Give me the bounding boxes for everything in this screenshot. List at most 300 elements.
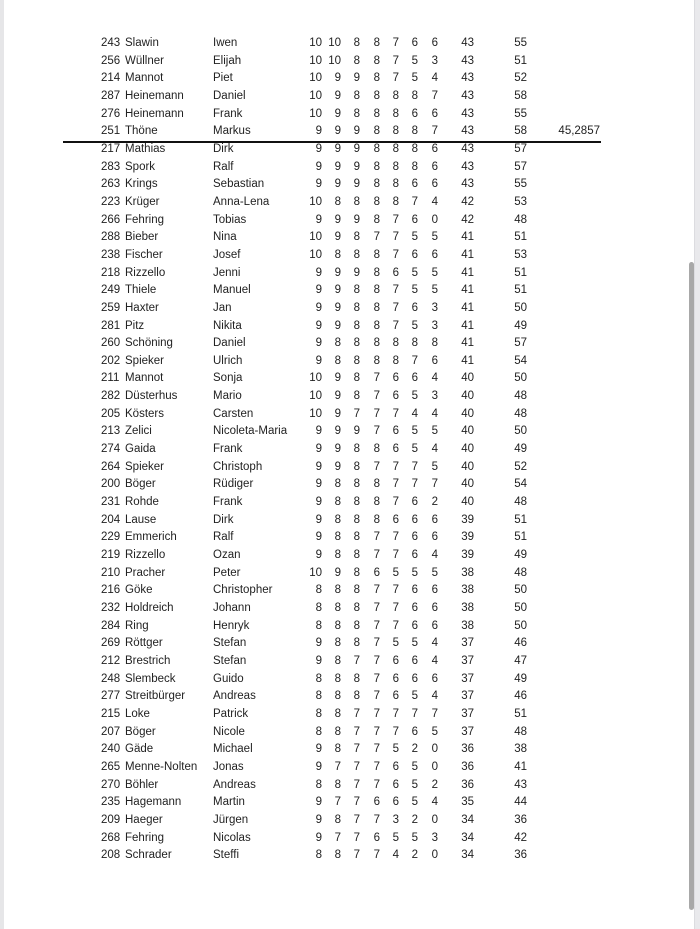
score-2: 9 — [334, 213, 341, 226]
participant-number: 200 — [101, 478, 121, 491]
score-5: 6 — [392, 672, 399, 685]
score-4: 7 — [373, 813, 380, 826]
first-name: Frank — [213, 107, 243, 120]
score-1: 8 — [315, 672, 322, 685]
score-2: 8 — [334, 672, 341, 685]
score-6: 6 — [411, 584, 418, 597]
score-7: 4 — [431, 407, 438, 420]
score-6: 6 — [411, 496, 418, 509]
score-6: 7 — [411, 460, 418, 473]
score-7: 6 — [431, 160, 438, 173]
score-3: 9 — [353, 178, 360, 191]
score-6: 7 — [411, 707, 418, 720]
score-7: 5 — [431, 266, 438, 279]
score-7: 7 — [431, 89, 438, 102]
participant-number: 219 — [101, 549, 121, 562]
score-7: 7 — [431, 478, 438, 491]
score-total: 36 — [514, 849, 527, 862]
table-row — [0, 353, 700, 371]
first-name: Frank — [213, 443, 243, 456]
score-6: 5 — [411, 284, 418, 297]
score-3: 8 — [353, 584, 360, 597]
table-row — [0, 53, 700, 71]
score-5: 7 — [392, 478, 399, 491]
score-6: 8 — [411, 89, 418, 102]
score-2: 10 — [328, 37, 341, 49]
score-total: 50 — [514, 425, 527, 438]
score-total: 50 — [514, 584, 527, 597]
score-4: 6 — [373, 796, 380, 809]
score-sum: 37 — [461, 672, 474, 685]
score-6: 5 — [411, 760, 418, 773]
score-total: 52 — [514, 460, 527, 473]
table-row — [0, 512, 700, 530]
score-6: 5 — [411, 690, 418, 703]
score-7: 7 — [431, 707, 438, 720]
score-4: 7 — [373, 760, 380, 773]
score-7: 5 — [431, 284, 438, 297]
score-2: 8 — [334, 248, 341, 261]
score-sum: 42 — [461, 195, 474, 208]
score-4: 7 — [373, 584, 380, 597]
table-row — [0, 724, 700, 742]
score-2: 8 — [334, 637, 341, 650]
score-7: 6 — [431, 248, 438, 261]
first-name: Nikita — [213, 319, 242, 332]
score-7: 5 — [431, 425, 438, 438]
table-row — [0, 106, 700, 124]
score-5: 7 — [392, 725, 399, 738]
table-row — [0, 212, 700, 230]
last-name: Röttger — [125, 637, 163, 650]
score-5: 8 — [392, 354, 399, 367]
score-2: 8 — [334, 849, 341, 862]
first-name: Mario — [213, 390, 242, 403]
first-name: Sebastian — [213, 178, 265, 191]
score-6: 8 — [411, 160, 418, 173]
score-4: 8 — [373, 160, 380, 173]
score-2: 8 — [334, 725, 341, 738]
score-sum: 40 — [461, 372, 474, 385]
score-7: 3 — [431, 319, 438, 332]
score-2: 7 — [334, 831, 341, 844]
score-4: 8 — [373, 178, 380, 191]
score-2: 9 — [334, 460, 341, 473]
score-sum: 40 — [461, 460, 474, 473]
score-2: 8 — [334, 195, 341, 208]
participant-number: 212 — [101, 654, 121, 667]
score-1: 9 — [315, 496, 322, 509]
score-2: 8 — [334, 496, 341, 509]
score-total: 55 — [514, 178, 527, 191]
score-3: 8 — [353, 619, 360, 632]
score-3: 7 — [353, 796, 360, 809]
last-name: Zelici — [125, 425, 152, 438]
score-4: 8 — [373, 354, 380, 367]
table-row — [0, 300, 700, 318]
score-6: 5 — [411, 390, 418, 403]
score-total: 58 — [514, 89, 527, 102]
score-7: 3 — [431, 301, 438, 314]
table-row — [0, 335, 700, 353]
score-1: 10 — [309, 37, 322, 49]
score-sum: 43 — [461, 72, 474, 85]
participant-number: 238 — [101, 248, 121, 261]
score-total: 43 — [514, 778, 527, 791]
score-sum: 38 — [461, 584, 474, 597]
score-2: 9 — [334, 89, 341, 102]
score-1: 9 — [315, 425, 322, 438]
score-2: 9 — [334, 372, 341, 385]
score-7: 8 — [431, 337, 438, 350]
last-name: Gäde — [125, 743, 154, 756]
participant-number: 259 — [101, 301, 121, 314]
first-name: Patrick — [213, 707, 249, 720]
score-3: 7 — [353, 407, 360, 420]
participant-number: 264 — [101, 460, 121, 473]
score-sum: 41 — [461, 319, 474, 332]
last-name: Loke — [125, 707, 150, 720]
score-2: 9 — [334, 443, 341, 456]
score-6: 5 — [411, 831, 418, 844]
score-4: 7 — [373, 778, 380, 791]
score-sum: 41 — [461, 354, 474, 367]
score-sum: 35 — [461, 796, 474, 809]
score-4: 7 — [373, 654, 380, 667]
table-row — [0, 565, 700, 583]
score-2: 9 — [334, 72, 341, 85]
table-row — [0, 794, 700, 812]
first-name: Stefan — [213, 637, 247, 650]
participant-number: 216 — [101, 584, 121, 597]
score-7: 6 — [431, 37, 438, 49]
score-3: 9 — [353, 72, 360, 85]
score-total: 41 — [514, 760, 527, 773]
score-7: 4 — [431, 654, 438, 667]
score-sum: 43 — [461, 54, 474, 67]
score-6: 6 — [411, 602, 418, 614]
table-row — [0, 582, 700, 600]
score-1: 9 — [315, 160, 322, 173]
table-row — [0, 459, 700, 477]
last-name: Kösters — [125, 407, 164, 420]
average-value: 45,2857 — [558, 125, 600, 138]
last-name: Rohde — [125, 496, 159, 509]
table-row — [0, 194, 700, 212]
score-4: 8 — [373, 266, 380, 279]
last-name: Heinemann — [125, 89, 184, 102]
participant-number: 235 — [101, 796, 121, 809]
score-4: 8 — [373, 248, 380, 261]
score-4: 8 — [373, 125, 380, 138]
score-7: 5 — [431, 231, 438, 244]
score-2: 9 — [334, 390, 341, 403]
last-name: Krüger — [125, 195, 160, 208]
score-total: 52 — [514, 72, 527, 85]
score-1: 9 — [315, 743, 322, 756]
score-5: 7 — [392, 54, 399, 67]
score-total: 50 — [514, 602, 527, 614]
score-3: 7 — [353, 654, 360, 667]
score-3: 8 — [353, 531, 360, 544]
score-6: 6 — [411, 37, 418, 49]
score-5: 7 — [392, 602, 399, 614]
score-4: 8 — [373, 107, 380, 120]
score-3: 8 — [353, 231, 360, 244]
score-7: 3 — [431, 54, 438, 67]
first-name: Ralf — [213, 531, 234, 544]
score-total: 55 — [514, 107, 527, 120]
participant-number: 274 — [101, 443, 121, 456]
score-sum: 34 — [461, 831, 474, 844]
score-2: 8 — [334, 654, 341, 667]
last-name: Holdreich — [125, 602, 174, 614]
score-5: 7 — [392, 319, 399, 332]
score-7: 6 — [431, 513, 438, 526]
last-name: Hagemann — [125, 796, 182, 809]
score-7: 2 — [431, 496, 438, 509]
score-4: 7 — [373, 390, 380, 403]
score-7: 4 — [431, 796, 438, 809]
table-row — [0, 123, 700, 141]
score-6: 6 — [411, 178, 418, 191]
last-name: Spieker — [125, 460, 164, 473]
table-row — [0, 159, 700, 177]
table-row — [0, 370, 700, 388]
first-name: Nicole — [213, 725, 245, 738]
first-name: Markus — [213, 125, 251, 138]
score-4: 7 — [373, 231, 380, 244]
first-name: Guido — [213, 672, 244, 685]
score-6: 5 — [411, 796, 418, 809]
score-sum: 36 — [461, 760, 474, 773]
score-7: 0 — [431, 849, 438, 862]
score-1: 9 — [315, 125, 322, 138]
last-name: Heinemann — [125, 107, 184, 120]
score-sum: 37 — [461, 690, 474, 703]
score-1: 9 — [315, 478, 322, 491]
table-row — [0, 671, 700, 689]
score-sum: 40 — [461, 425, 474, 438]
score-sum: 41 — [461, 231, 474, 244]
score-sum: 39 — [461, 549, 474, 562]
participant-number: 232 — [101, 602, 121, 614]
score-2: 8 — [334, 813, 341, 826]
score-3: 7 — [353, 831, 360, 844]
table-row — [0, 494, 700, 512]
score-sum: 38 — [461, 566, 474, 579]
first-name: Tobias — [213, 213, 247, 226]
table-row — [0, 406, 700, 424]
participant-number: 265 — [101, 760, 121, 773]
first-name: Jan — [213, 301, 232, 314]
score-sum: 43 — [461, 125, 474, 138]
score-3: 9 — [353, 266, 360, 279]
last-name: Göke — [125, 584, 153, 597]
score-2: 9 — [334, 266, 341, 279]
score-5: 7 — [392, 213, 399, 226]
table-row — [0, 635, 700, 653]
score-3: 8 — [353, 89, 360, 102]
participant-number: 248 — [101, 672, 121, 685]
score-2: 8 — [334, 513, 341, 526]
score-sum: 34 — [461, 813, 474, 826]
score-total: 50 — [514, 619, 527, 632]
score-4: 7 — [373, 672, 380, 685]
score-sum: 40 — [461, 390, 474, 403]
score-total: 58 — [514, 125, 527, 138]
participant-number: 243 — [101, 37, 121, 49]
score-1: 9 — [315, 513, 322, 526]
score-total: 53 — [514, 248, 527, 261]
last-name: Böhler — [125, 778, 159, 791]
participant-number: 277 — [101, 690, 121, 703]
score-4: 8 — [373, 54, 380, 67]
score-2: 9 — [334, 407, 341, 420]
score-6: 6 — [411, 672, 418, 685]
table-row — [0, 318, 700, 336]
table-row — [0, 759, 700, 777]
score-3: 8 — [353, 513, 360, 526]
score-sum: 38 — [461, 619, 474, 632]
score-2: 9 — [334, 566, 341, 579]
score-2: 8 — [334, 478, 341, 491]
table-row — [0, 388, 700, 406]
last-name: Thiele — [125, 284, 157, 297]
score-6: 5 — [411, 425, 418, 438]
first-name: Steffi — [213, 849, 239, 862]
score-sum: 43 — [461, 178, 474, 191]
table-row — [0, 265, 700, 283]
score-total: 48 — [514, 213, 527, 226]
score-4: 7 — [373, 602, 380, 614]
score-4: 8 — [373, 337, 380, 350]
score-2: 9 — [334, 284, 341, 297]
score-total: 48 — [514, 566, 527, 579]
score-6: 6 — [411, 725, 418, 738]
score-2: 9 — [334, 142, 341, 155]
score-4: 8 — [373, 195, 380, 208]
participant-number: 204 — [101, 513, 121, 526]
score-6: 6 — [411, 549, 418, 562]
score-sum: 41 — [461, 301, 474, 314]
score-5: 8 — [392, 178, 399, 191]
participant-number: 213 — [101, 425, 121, 438]
score-5: 8 — [392, 89, 399, 102]
score-1: 8 — [315, 778, 322, 791]
score-6: 5 — [411, 231, 418, 244]
score-4: 7 — [373, 372, 380, 385]
score-total: 51 — [514, 54, 527, 67]
score-5: 7 — [392, 248, 399, 261]
participant-number: 281 — [101, 319, 121, 332]
score-1: 10 — [309, 231, 322, 244]
first-name: Peter — [213, 566, 241, 579]
score-5: 7 — [392, 460, 399, 473]
score-2: 9 — [334, 178, 341, 191]
score-6: 7 — [411, 478, 418, 491]
last-name: Böger — [125, 478, 156, 491]
score-1: 8 — [315, 619, 322, 632]
table-row — [0, 547, 700, 565]
score-2: 9 — [334, 319, 341, 332]
last-name: Fehring — [125, 831, 164, 844]
score-7: 6 — [431, 602, 438, 614]
table-row — [0, 423, 700, 441]
score-3: 9 — [353, 125, 360, 138]
score-6: 2 — [411, 813, 418, 826]
score-sum: 38 — [461, 602, 474, 614]
score-2: 9 — [334, 107, 341, 120]
score-5: 6 — [392, 513, 399, 526]
score-5: 7 — [392, 707, 399, 720]
score-6: 6 — [411, 513, 418, 526]
score-2: 10 — [328, 54, 341, 67]
score-2: 9 — [334, 425, 341, 438]
score-4: 7 — [373, 619, 380, 632]
last-name: Mannot — [125, 72, 164, 85]
participant-number: 270 — [101, 778, 121, 791]
score-6: 8 — [411, 142, 418, 155]
score-3: 8 — [353, 354, 360, 367]
participant-number: 207 — [101, 725, 121, 738]
score-1: 8 — [315, 707, 322, 720]
first-name: Iwen — [213, 37, 238, 49]
score-5: 6 — [392, 266, 399, 279]
score-sum: 34 — [461, 849, 474, 862]
last-name: Gaida — [125, 443, 156, 456]
score-3: 8 — [353, 637, 360, 650]
score-1: 10 — [309, 89, 322, 102]
first-name: Ralf — [213, 160, 234, 173]
score-1: 9 — [315, 301, 322, 314]
first-name: Nina — [213, 231, 237, 244]
score-total: 53 — [514, 195, 527, 208]
score-total: 54 — [514, 478, 527, 491]
first-name: Manuel — [213, 284, 251, 297]
score-5: 7 — [392, 301, 399, 314]
score-5: 6 — [392, 690, 399, 703]
score-1: 9 — [315, 460, 322, 473]
score-4: 7 — [373, 743, 380, 756]
score-2: 8 — [334, 354, 341, 367]
participant-number: 263 — [101, 178, 121, 191]
score-7: 3 — [431, 831, 438, 844]
score-3: 9 — [353, 142, 360, 155]
score-3: 7 — [353, 849, 360, 862]
score-6: 6 — [411, 107, 418, 120]
score-total: 48 — [514, 496, 527, 509]
participant-number: 256 — [101, 54, 121, 67]
participant-number: 284 — [101, 619, 121, 632]
score-2: 8 — [334, 690, 341, 703]
last-name: Fehring — [125, 213, 164, 226]
first-name: Jürgen — [213, 813, 249, 826]
first-name: Josef — [213, 248, 241, 261]
score-7: 6 — [431, 354, 438, 367]
first-name: Jenni — [213, 266, 241, 279]
score-sum: 40 — [461, 496, 474, 509]
participant-number: 287 — [101, 89, 121, 102]
score-6: 5 — [411, 319, 418, 332]
table-row — [0, 176, 700, 194]
score-7: 4 — [431, 690, 438, 703]
score-5: 4 — [392, 849, 399, 862]
score-4: 8 — [373, 37, 380, 49]
score-5: 5 — [392, 831, 399, 844]
score-3: 8 — [353, 566, 360, 579]
score-sum: 43 — [461, 89, 474, 102]
